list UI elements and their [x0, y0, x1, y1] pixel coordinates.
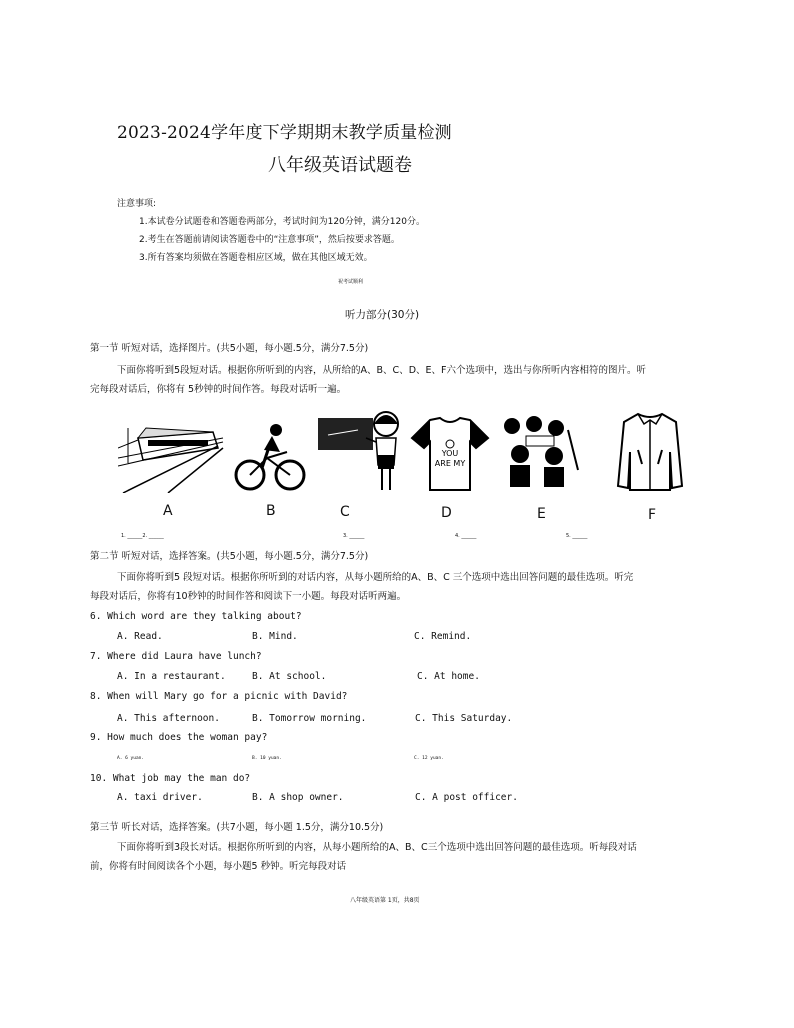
- part3-heading: 第三节 听长对话，选择答案。(共7小题，每小题 1.5分，满分10.5分): [90, 822, 384, 833]
- question-8: 8. When will Mary go for a picnic with David?: [90, 691, 348, 702]
- answer-blank-4: 4. ______: [455, 533, 477, 539]
- question-10: 10. What job may the man do?: [90, 773, 251, 784]
- part2-instruction-1: 下面你将听到5 段短对话。根据你所听到的对话内容，从每小题所给的A、B、C 三个选项中选出回答问题的最佳选项。听完: [117, 572, 634, 583]
- q8-option-c: C. This Saturday.: [415, 713, 513, 724]
- picture-letter-e: E: [537, 506, 546, 522]
- q7-option-c: C. At home.: [417, 671, 480, 682]
- q10-option-b: B. A shop owner.: [252, 792, 344, 803]
- q10-option-c: C. A post officer.: [415, 792, 518, 803]
- q9-option-a: A. 6 yuan.: [117, 756, 145, 761]
- jacket-picture: [616, 412, 684, 492]
- q8-option-a: A. This afternoon.: [117, 713, 220, 724]
- picture-letter-d: D: [441, 505, 452, 521]
- question-6: 6. Which word are they talking about?: [90, 611, 302, 622]
- answer-blank-5: 5. ______: [566, 533, 588, 539]
- cyclist-picture: [232, 420, 307, 492]
- small-note: 祝考试顺利: [338, 279, 364, 285]
- part2-heading: 第二节 听短对话，选择答案。(共5小题，每小题.5分，满分7.5分): [90, 551, 369, 562]
- teacher-picture: [318, 410, 403, 492]
- part3-instruction-2: 前，你将有时间阅读各个小题，每小题5 秒钟。听完每段对话: [90, 861, 347, 872]
- answer-blank-3: 3. ______: [343, 533, 365, 539]
- train-picture: [118, 418, 228, 493]
- q7-option-a: A. In a restaurant.: [117, 671, 226, 682]
- exam-title: 2023-2024学年度下学期期末教学质量检测: [117, 123, 452, 143]
- q6-option-c: C. Remind.: [414, 631, 472, 642]
- part1-instruction-2: 完每段对话后，你将有 5秒钟的时间作答。每段对话听一遍。: [90, 384, 347, 395]
- svg-text:ARE MY: ARE MY: [434, 459, 466, 468]
- q9-option-b: B. 10 yuan.: [252, 756, 282, 761]
- picture-letter-f: F: [648, 507, 657, 523]
- notice-item-3: 3.所有答案均须做在答题卷相应区域，做在其他区域无效。: [139, 253, 373, 263]
- question-7: 7. Where did Laura have lunch?: [90, 651, 262, 662]
- q7-option-b: B. At school.: [252, 671, 327, 682]
- q9-option-c: C. 12 yuan.: [414, 756, 444, 761]
- exam-subtitle: 八年级英语试题卷: [268, 155, 412, 176]
- notice-item-2: 2.考生在答题前请阅读答题卷中的“注意事项”，然后按要求答题。: [139, 235, 400, 245]
- q6-option-a: A. Read.: [117, 631, 163, 642]
- notice-item-1: 1.本试卷分试题卷和答题卷两部分，考试时间为120分钟，满分120分。: [139, 217, 425, 227]
- picture-letter-c: C: [340, 504, 350, 520]
- page-footer: 八年级英语第 1页，共8页: [350, 897, 420, 904]
- answer-blank-1-2: 1. ______2. ______: [121, 533, 164, 539]
- svg-text:YOU: YOU: [441, 449, 459, 458]
- notice-heading: 注意事项:: [117, 199, 157, 209]
- part2-instruction-2: 每段对话后，你将有10秒钟的时间作答和阅读下一小题。每段对话听两遍。: [90, 591, 407, 602]
- question-9: 9. How much does the woman pay?: [90, 732, 268, 743]
- part3-instruction-1: 下面你将听到3段长对话。根据你所听到的内容，从每小题所给的A、B、C三个选项中选出回答问题的最佳选项。听每段对话: [117, 842, 637, 853]
- students-picture: [498, 410, 583, 492]
- q10-option-a: A. taxi driver.: [117, 792, 203, 803]
- tshirt-picture: [410, 416, 490, 492]
- part1-heading: 第一节 听短对话，选择图片。(共5小题，每小题.5分，满分7.5分): [90, 343, 369, 354]
- picture-letter-b: B: [266, 503, 276, 519]
- picture-letter-a: A: [163, 503, 173, 519]
- q8-option-b: B. Tomorrow morning.: [252, 713, 367, 724]
- q6-option-b: B. Mind.: [252, 631, 298, 642]
- part1-instruction-1: 下面你将听到5段短对话。根据你所听到的内容，从所给的A、B、C、D、E、F六个选项中，选出与你所听内容相符的图片。听: [117, 365, 646, 376]
- listening-title: 听力部分(30分): [345, 309, 420, 321]
